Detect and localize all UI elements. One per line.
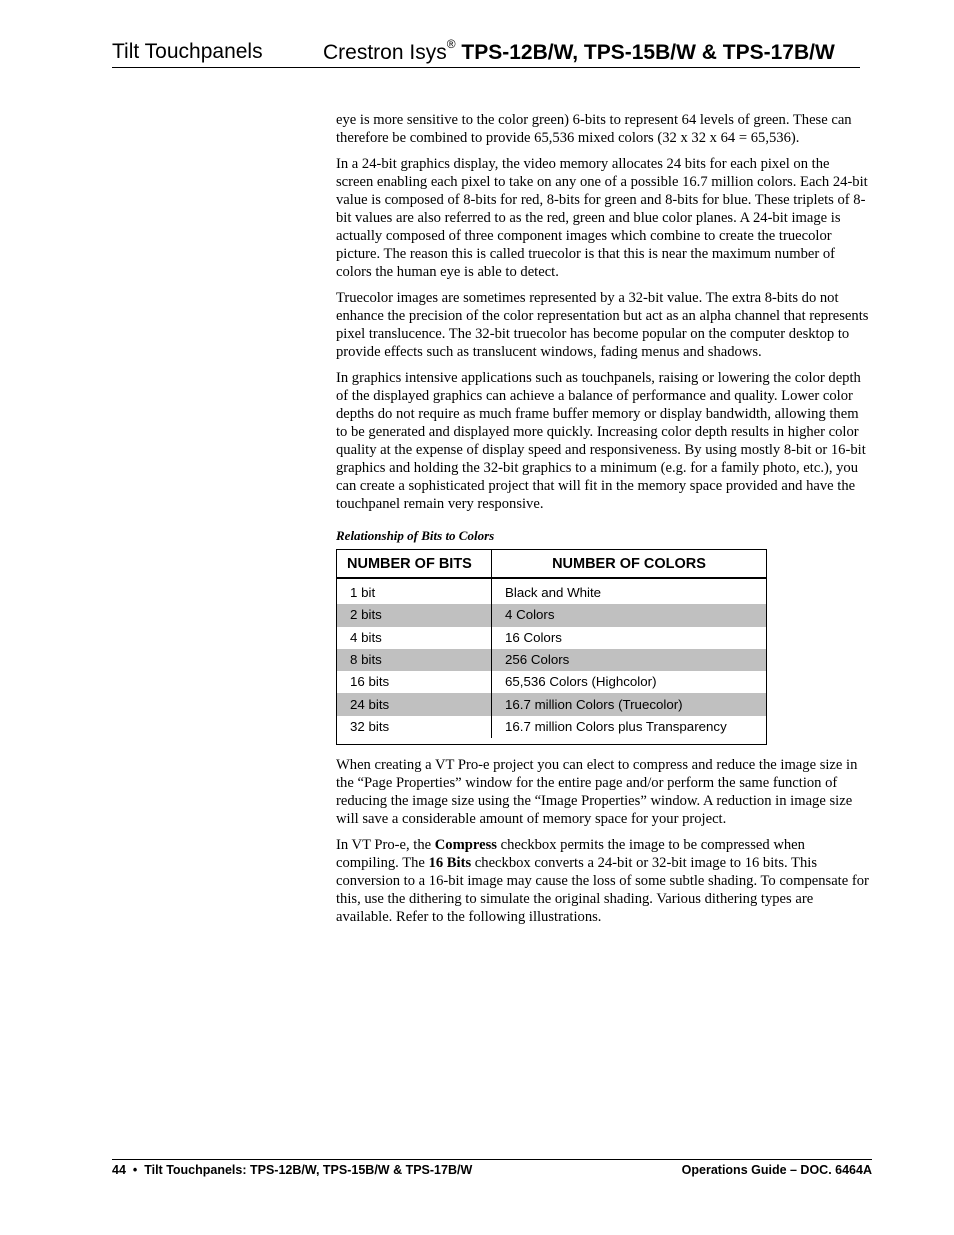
sixteen-bits-term: 16 Bits <box>428 855 472 872</box>
body-paragraph-compress <box>336 836 870 926</box>
text-run: checkbox permits the image to be compressed when compiling. The <box>336 837 805 872</box>
table-row <box>337 671 766 693</box>
table-header-row <box>337 550 766 578</box>
header-rule <box>112 67 860 68</box>
footer-doc-title: Tilt Touchpanels: TPS-12B/W, TPS-15B/W & TPS-17B/W <box>144 1163 473 1177</box>
column-header-bits: NUMBER OF BITS <box>337 550 492 578</box>
page-number: 44 <box>112 1163 126 1177</box>
header-brand: Crestron Isys <box>323 41 447 64</box>
table-caption: Relationship of Bits to Colors <box>336 528 495 543</box>
page-header <box>112 36 860 70</box>
table-row <box>337 578 766 604</box>
bits-colors-table <box>337 550 766 738</box>
cell-bits: 2 bits <box>337 604 492 626</box>
cell-bits: 4 bits <box>337 627 492 649</box>
registered-mark: ® <box>446 37 456 51</box>
column-header-colors: NUMBER OF COLORS <box>492 550 767 578</box>
table-row <box>337 693 766 715</box>
text-run: In VT Pro-e, the <box>336 837 435 854</box>
cell-colors: 16.7 million Colors (Truecolor) <box>492 693 767 715</box>
table-row <box>337 627 766 649</box>
footer-doc-number: Operations Guide – DOC. 6464A <box>681 1163 872 1177</box>
cell-colors: 16 Colors <box>505 629 562 645</box>
cell-colors: 65,536 Colors (Highcolor) <box>505 674 657 690</box>
body-paragraph: When creating a VT Pro-e project you can elect to compress and reduce the image size in the “Page Properties” window for the entire page and/or perform the same function of reducing the image size using the “Image Properties” window. A reduction in image size will save a considerable amount of memory space for your project. <box>336 757 858 828</box>
cell-colors: Black and White <box>505 585 602 601</box>
footer-bullet: • <box>132 1163 138 1177</box>
page-footer <box>112 1159 872 1183</box>
body-paragraph: In graphics intensive applications such as touchpanels, raising or lowering the color depth of the displayed graphics can achieve a balance of performance and quality. Lower color depths do not require as much frame buffer memory or display bandwidth, allowing them to be generated and displayed more quickly. Increasing color depth results in higher color quality at the expense of display speed and responsiveness. By using mostly 8-bit or 16-bit graphics and holding the 32-bit graphics to a minimum (e.g. for a family photo, etc.), you can create a sophisticated project that will fit in the memory space provided and have the touchpanel remain very responsive. <box>336 370 866 512</box>
main-content <box>336 111 870 934</box>
footer-left <box>112 1163 472 1177</box>
cell-colors: 16.7 million Colors plus Transparency <box>505 718 727 734</box>
header-product-title <box>323 37 835 65</box>
header-models: TPS-12B/W, TPS-15B/W & TPS-17B/W <box>461 41 835 64</box>
body-paragraph: eye is more sensitive to the color green) 6-bits to represent 64 levels of green. These can therefore be combined to provide 65,536 mixed colors (32 x 32 x 64 = 65,536). <box>336 112 852 146</box>
cell-bits: 1 bit <box>337 578 492 604</box>
table-row <box>337 604 766 626</box>
table-row <box>337 716 766 738</box>
header-section-title: Tilt Touchpanels <box>112 40 263 63</box>
cell-colors: 4 Colors <box>492 604 767 626</box>
body-paragraph: In a 24-bit graphics display, the video memory allocates 24 bits for each pixel on the screen enabling each pixel to take on any one of a possible 16.7 million colors. Each 24-bit value is composed of 8-bits for red, 8-bits for green and 8-bits for blue. These triplets of 8-bit values are also referred to as the red, green and blue color planes. A 24-bit image is actually composed of three component images which combine to create the truecolor picture. The reason this is called truecolor is that this is near the maximum number of colors the human eye is able to detect. <box>336 156 868 280</box>
table-row <box>337 649 766 671</box>
compress-term: Compress <box>434 837 497 854</box>
body-paragraph: Truecolor images are sometimes represented by a 32-bit value. The extra 8-bits do not enhance the precision of the color representation but act as an alpha channel that represents pixel translucence. The 32-bit truecolor has become popular on the computer desktop to provide effects such as translucent windows, fading menus and shadows. <box>336 290 869 360</box>
cell-colors: 256 Colors <box>492 649 767 671</box>
cell-bits: 24 bits <box>337 693 492 715</box>
cell-bits: 16 bits <box>337 671 492 693</box>
bits-table-frame <box>336 549 767 745</box>
footer-rule <box>112 1159 872 1160</box>
text-run: checkbox converts a 24-bit or 32-bit image to 16 bits. This conversion to a 16-bit image may cause the loss of some subtle shading. To compensate for this, use the dithering to simulate the original shading. Various dithering types are available. Refer to the following illustrations. <box>336 855 869 926</box>
cell-bits: 8 bits <box>337 649 492 671</box>
cell-bits: 32 bits <box>337 716 492 738</box>
